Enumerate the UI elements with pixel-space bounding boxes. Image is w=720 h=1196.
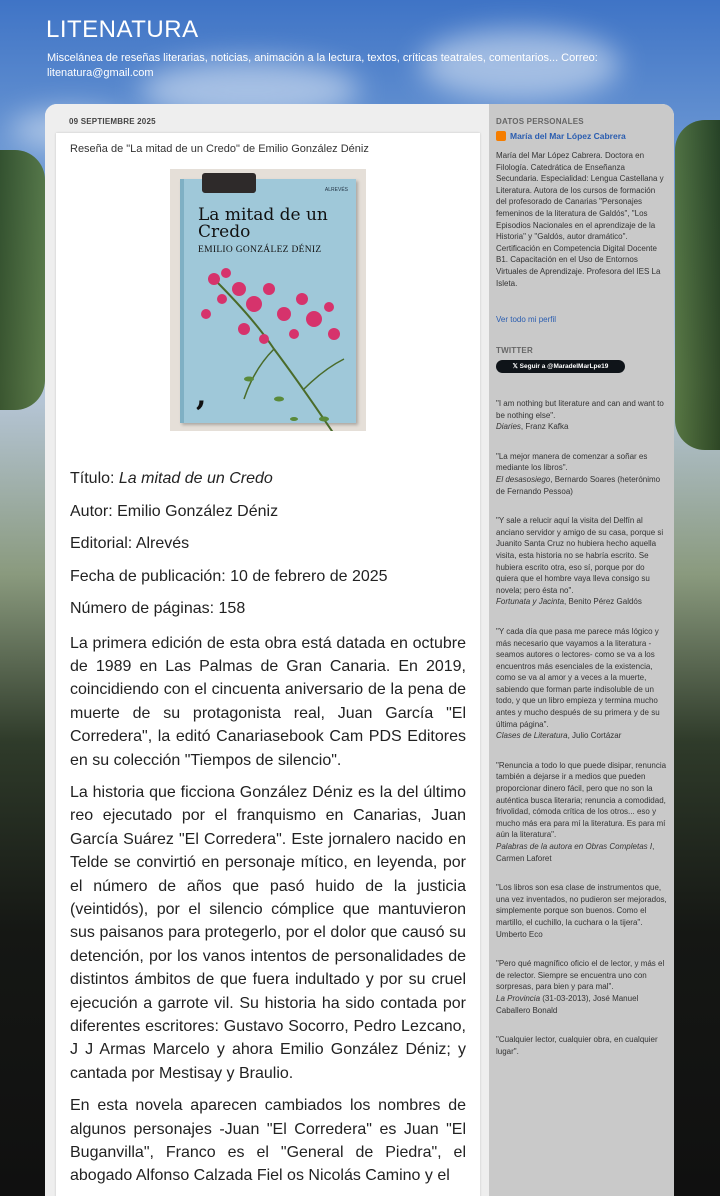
content-container bbox=[45, 104, 674, 1196]
meta-autor: Autor: Emilio González Déniz bbox=[70, 502, 279, 520]
personal-data-heading: DATOS PERSONALES bbox=[496, 117, 584, 126]
quote-text: "La mejor manera de comenzar a soñar es mediante los libros". bbox=[496, 451, 648, 473]
quote bbox=[496, 958, 668, 1016]
profile-name-link[interactable]: María del Mar López Cabrera bbox=[510, 131, 626, 141]
quote-author: (31-03-2013), José Manuel Caballero Bonald bbox=[496, 993, 639, 1015]
quote-text: "Los libros son esa clase de instrumentos que, una vez inventados, no pudieron ser mejorados, simplemente porque son buenos. Como el martillo, el cuchillo, la cuchara o la tijera". bbox=[496, 883, 667, 927]
quote bbox=[496, 882, 668, 940]
post-title[interactable]: Reseña de "La mitad de un Credo" de Emilio González Déniz bbox=[70, 143, 369, 155]
post-body bbox=[70, 469, 466, 1196]
quote-work: Fortunata y Jacinta bbox=[496, 597, 565, 607]
meta-paginas: Número de páginas: 158 bbox=[70, 600, 246, 617]
quote-work: Diaries bbox=[496, 422, 521, 432]
main-column bbox=[45, 104, 489, 1196]
blogger-profile-icon bbox=[496, 131, 506, 141]
quote bbox=[496, 626, 668, 742]
quote bbox=[496, 1034, 668, 1057]
quote-work: La Provincia bbox=[496, 993, 541, 1003]
quote-author: , Franz Kafka bbox=[520, 422, 569, 432]
twitter-follow-button[interactable]: 𝕏 Seguir a @MaradelMarLpe19 bbox=[496, 360, 625, 373]
quote-text: "Cualquier lector, cualquier obra, en cualquier lugar". bbox=[496, 1035, 658, 1056]
quote-author: , Carmen Laforet bbox=[496, 842, 655, 863]
post bbox=[56, 133, 480, 1196]
quote-text: "Renuncia a todo lo que puede disipar, renuncia también a dejarse ir a medios que pueden proporcionar dinero fácil, pero que no son la auténtica busca literaria; renuncia a comodidad, frivolidad, cómoda crítica de los otros... eso y mucho más era para mí la literatura. Es para mí aún la literatura". bbox=[496, 760, 667, 840]
book-cover-image[interactable] bbox=[170, 169, 366, 431]
book-cover-comma: , bbox=[196, 378, 207, 413]
quotes-list bbox=[496, 398, 668, 1075]
profile-bio: María del Mar López Cabrera. Doctora en Filología. Catedrática de Enseñanza Secundaria. Especialidad: Lengua Castellana y Literatura. Autora de los cursos de formación del profesorado de Canarias "Personajes femeninos de la literatura de Galdós", "Los Episodios Nacionales en el aprendizaje de la Historia" y "Galdós, autor dramático". Certificación en Competencia Digital Docente B1. Capacitación en el Uso de Entornos Virtuales de Aprendizaje. Profesora del IES La Isleta. bbox=[496, 151, 664, 288]
quote bbox=[496, 760, 668, 864]
quote bbox=[496, 515, 668, 608]
paragraph: La historia que ficciona González Déniz es la del último reo ejecutado por el franquismo en Canarias, Juan García Suárez "El Corredera". Este jornalero nacido en Telde se convirtió en personaje mítico, en leyenda, por el número de años que pasó huido de la justicia (veintidós), por el silencio cómplice que mantuvieron sus paisanos para protegerlo, por el dolor que causó su detención, por los vanos intentos de personalidades de distintos ámbitos de que fuera indultado y por su cruel ejecución a garrote vil. Su historia ha sido contada por diferentes escritores: Gustavo Socorro, Pedro Lezcano, J J Armas Marcelo y ahora Emilio González Déniz; y cantada por Mestisay y Braulio. bbox=[70, 783, 466, 1082]
quote-work: Clases de Literatura bbox=[496, 731, 568, 741]
meta-titulo-value: La mitad de un Credo bbox=[118, 470, 273, 487]
quote-author: , Bernardo Soares (heterónimo de Fernando Pessoa) bbox=[496, 474, 661, 496]
book-cover-author: EMILIO GONZÁLEZ DÉNIZ bbox=[198, 245, 322, 255]
meta-titulo-label: Título: bbox=[70, 470, 119, 487]
paragraph: En esta novela aparecen cambiados los nombres de algunos personajes -Juan "El Corredera" es Juan "El Buganvilla", Franco es el "General de Piedra", el abogado Alfonso Calzada Fiel os Nicolás Camino y el bbox=[70, 1097, 466, 1185]
paragraph: La primera edición de esta obra está datada en octubre de 1989 en Las Palmas de Gran Canaria. En 2019, coincidiendo con el cincuenta aniversario de la pena de muerte de su protagonista real, Juan García "El Corredera", la editó Canariasebook Cam PDS Editores en su colección "Tiempos de silencio". bbox=[70, 634, 466, 769]
quote-text: "I am nothing but literature and can and want to be nothing else". bbox=[496, 399, 664, 420]
meta-editorial: Editorial: Alrevés bbox=[70, 535, 190, 552]
book-cover-title: La mitad de un Credo bbox=[198, 205, 328, 242]
post-date: 09 SEPTIEMBRE 2025 bbox=[69, 117, 156, 126]
quote bbox=[496, 398, 668, 433]
view-profile-link[interactable]: Ver todo mi perfil bbox=[496, 315, 557, 324]
blog-title[interactable]: LITENATURA bbox=[46, 16, 199, 43]
quote bbox=[496, 451, 668, 497]
quote-author: , Julio Cortázar bbox=[567, 731, 622, 741]
quote-work: El desasosiego bbox=[496, 474, 551, 484]
meta-titulo bbox=[70, 469, 466, 489]
quote-text: "Y sale a relucir aquí la visita del Delfín al anciano servidor y amigo de su casa, porque si Juanito Santa Cruz no hubiera hecho aquella visita, esta historia no se habría escrito. Se hubiera escrito otra, eso sí, porque por do quiera que el hombre vaya lleva consigo su novela; pero ésta no". bbox=[496, 516, 664, 595]
quote-author: , Benito Pérez Galdós bbox=[564, 597, 642, 607]
quote-text: "Pero qué magnífico oficio el de lector, y más el de relector. Siempre se encuentra uno con sorpresas, para bien y para mal". bbox=[496, 959, 665, 992]
quote-work: Palabras de la autora en Obras Completas I bbox=[496, 842, 653, 851]
quote-author: Umberto Eco bbox=[496, 929, 543, 939]
flowers-illustration bbox=[184, 259, 356, 431]
meta-fecha: Fecha de publicación: 10 de febrero de 2025 bbox=[70, 567, 388, 585]
sidebar bbox=[489, 104, 674, 1196]
publisher-mark: ALREVÉS bbox=[324, 187, 348, 193]
twitter-heading: TWITTER bbox=[496, 346, 533, 355]
bookmark-tab bbox=[202, 173, 256, 193]
tree-right bbox=[675, 120, 720, 450]
tree-left bbox=[0, 150, 45, 410]
quote-text: "Y cada día que pasa me parece más lógico y más necesario que vayamos a la literatura -seamos autores o lectores- como se va a los encuentros más esenciales de la existencia, como se va al amor y a veces a la muerte, sabiendo que forman parte indisoluble de un todo, y que un libro empieza y termina mucho antes y mucho después de su primera y de su última página". bbox=[496, 626, 660, 729]
blog-description: Miscelánea de reseñas literarias, noticias, animación a la lectura, textos, críticas teatrales, comentarios... Correo: litenatura@gmail.com bbox=[47, 52, 598, 79]
book bbox=[180, 179, 356, 423]
